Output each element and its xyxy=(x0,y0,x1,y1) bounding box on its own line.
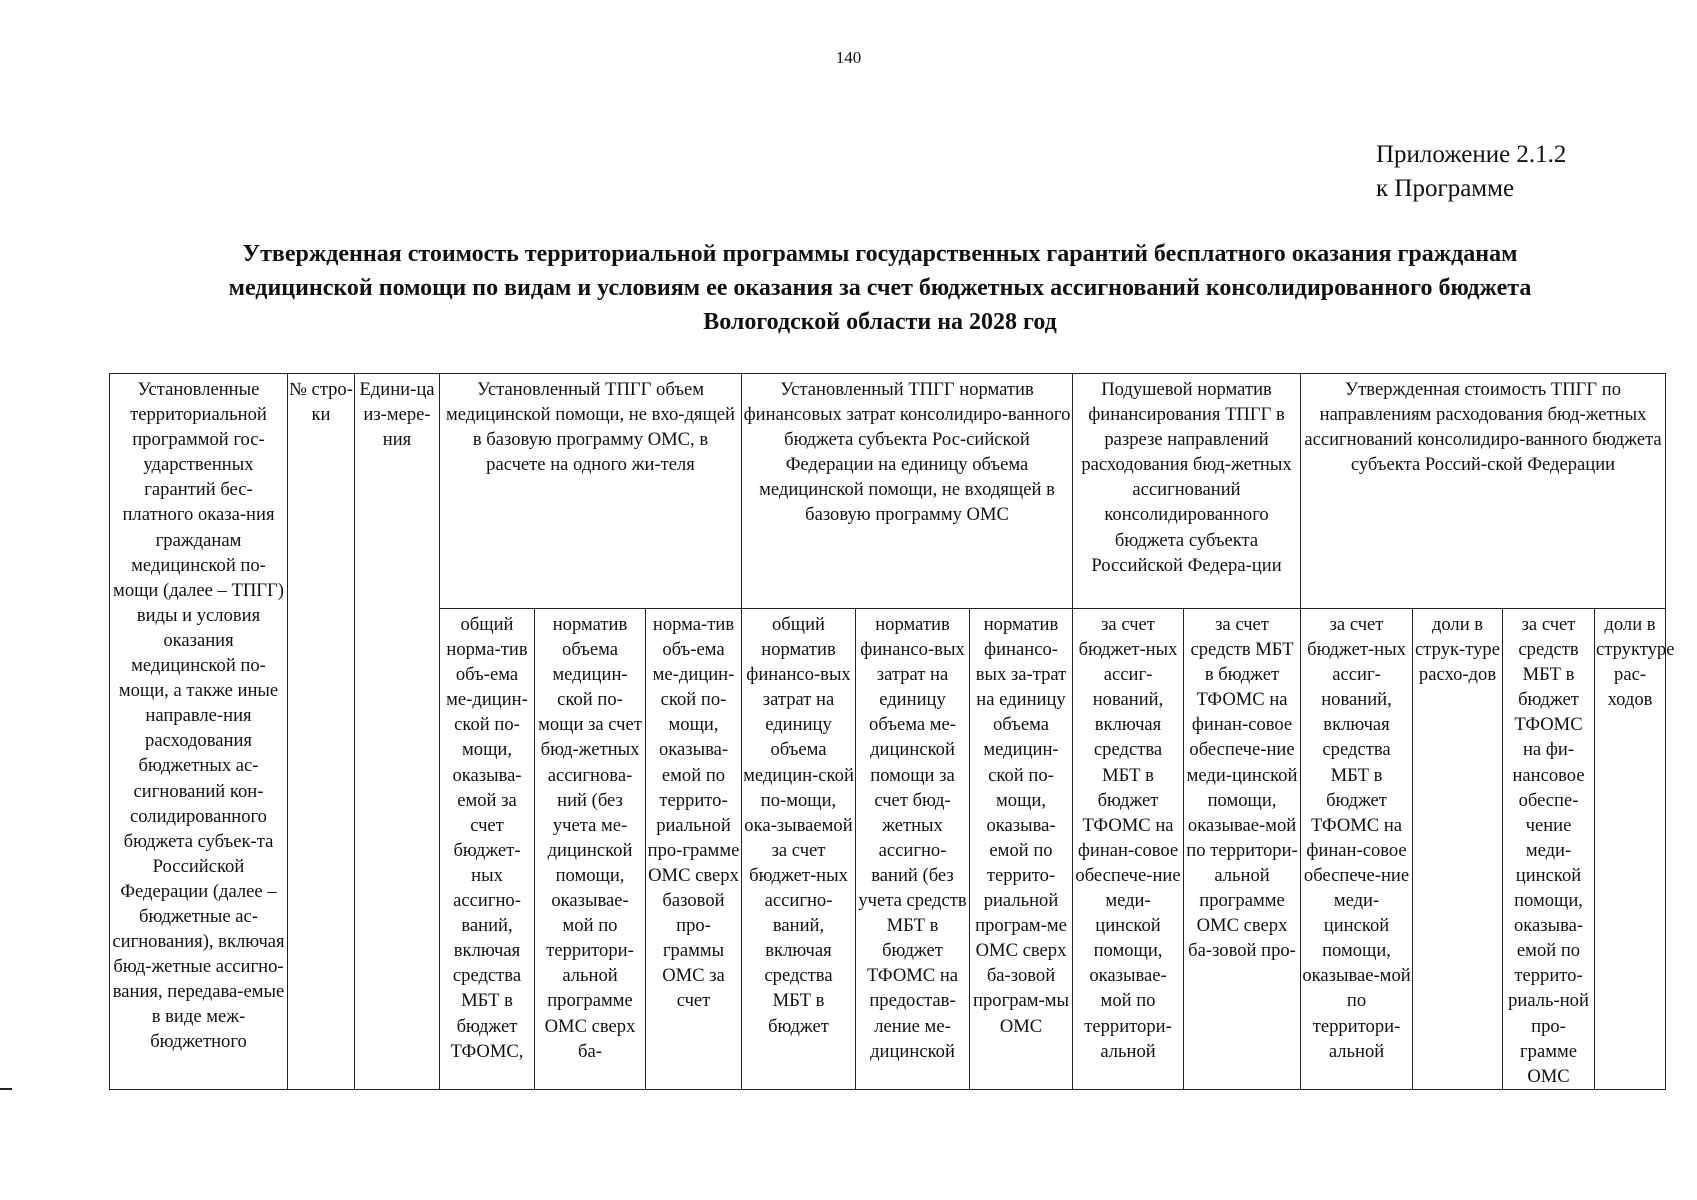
title-line-1: Утвержденная стоимость территориальной программы государственных гарантий бесплатного оказания гражданам xyxy=(242,241,1518,267)
subheader-cell: норма-тив объ-ема ме-дицин-ской по-мощи, оказыва-емой по террито-риальной про-грамме ОМС сверх базовой про-граммы ОМС за счет xyxy=(646,609,742,1090)
page-number: 140 xyxy=(835,48,862,67)
subheader-cell: за счет бюджет-ных ассиг-нований, включая средства МБТ в бюджет ТФОМС на финан-совое обеспече-ние меди-цинской помощи, оказывае-мой по территори-альной xyxy=(1073,609,1184,1090)
subheader-cell: норматив объема медицин-ской по-мощи за счет бюд-жетных ассигнова-ний (без учета ме-дицинской помощи, оказывае-мой по территори-альной программе ОМС сверх ба- xyxy=(535,609,646,1090)
subheader-cell: общий норма-тив объ-ема ме-дицин-ской по-мощи, оказыва-емой за счет бюджет-ных ассигно-ваний, включая средства МБТ в бюджет ТФОМС, xyxy=(440,609,535,1090)
subheader-cell: общий норматив финансо-вых затрат на единицу объема медицин-ской по-мощи, ока-зываемой за счет бюджет-ных ассигно-ваний, включая средства МБТ в бюджет xyxy=(742,609,856,1090)
header-cell-types: Установленные территориальной программой гос-ударственных гарантий бес-платного оказа-ния гражданам медицинской по-мощи (далее – ТПГГ) виды и условия оказания медицинской по-мощи, а также иные направле-ния расходования бюджетных ас-сигнований кон-солидированного бюджета субъек-та Российской Федерации (далее – бюджетные ас-сигнования), включая бюд-жетные ассигно-вания, передава-емые в виде меж-бюджетного xyxy=(110,374,288,1090)
subheader-cell: за счет средств МБТ в бюджет ТФОМС на финан-совое обеспече-ние меди-цинской помощи, оказывае-мой по территори-альной программе ОМС сверх ба-зовой про- xyxy=(1184,609,1301,1090)
appendix-label xyxy=(1376,138,1566,206)
header-group-norm: Установленный ТПГГ норматив финансовых затрат консолидиро-ванного бюджета субъекта Рос-сийской Федерации на единицу объема медицинской помощи, не входящей в базовую программу ОМС xyxy=(742,374,1073,609)
subheader-cell: за счет бюджет-ных ассиг-нований, включая средства МБТ в бюджет ТФОМС на финан-совое обеспече-ние меди-цинской помощи, оказывае-мой по территори-альной xyxy=(1301,609,1413,1090)
subheader-cell: норматив финансо-вых за-трат на единицу объема медицин-ской по-мощи, оказыва-емой по террито-риальной програм-ме ОМС сверх ба-зовой програм-мы ОМС xyxy=(970,609,1073,1090)
cost-table xyxy=(109,373,1675,1090)
header-group-cost: Утвержденная стоимость ТПГГ по направлениям расходования бюд-жетных ассигнований консолидиро-ванного бюджета субъекта Россий-ской Федерации xyxy=(1301,374,1666,609)
subheader-cell: доли в струк-туре расхо-дов xyxy=(1413,609,1503,1090)
header-cell-row-number: № стро-ки xyxy=(288,374,355,1090)
document-title xyxy=(90,237,1670,339)
header-group-per-capita: Подушевой норматив финансирования ТПГГ в разрезе направлений расходования бюд-жетных ассигнований консолидированного бюджета субъекта Российской Федера-ции xyxy=(1073,374,1301,609)
table-header-row xyxy=(110,374,1666,609)
title-line-3: Вологодской области на 2028 год xyxy=(703,309,1057,335)
header-cell-unit: Едини-ца из-мере-ния xyxy=(355,374,440,1090)
appendix-line-1: Приложение 2.1.2 xyxy=(1376,141,1567,168)
subheader-cell: за счет средств МБТ в бюджет ТФОМС на фи-нансовое обеспе-чение меди-цинской помощи, оказыва-емой по террито-риаль-ной про-грамме ОМС xyxy=(1503,609,1595,1090)
appendix-line-2: к Программе xyxy=(1376,175,1515,202)
subheader-cell: норматив финансо-вых затрат на единицу объема ме-дицинской помощи за счет бюд-жетных ассигно-ваний (без учета средств МБТ в бюджет ТФОМС на предостав-ление ме-дицинской xyxy=(856,609,970,1090)
margin-mark xyxy=(0,1088,12,1090)
header-group-volume: Установленный ТПГГ объем медицинской помощи, не вхо-дящей в базовую программу ОМС, в расчете на одного жи-теля xyxy=(440,374,742,609)
title-line-2: медицинской помощи по видам и условиям ее оказания за счет бюджетных ассигнований консолидированного бюджета xyxy=(228,275,1532,301)
subheader-cell: доли в структуре рас-ходов xyxy=(1595,609,1666,1090)
